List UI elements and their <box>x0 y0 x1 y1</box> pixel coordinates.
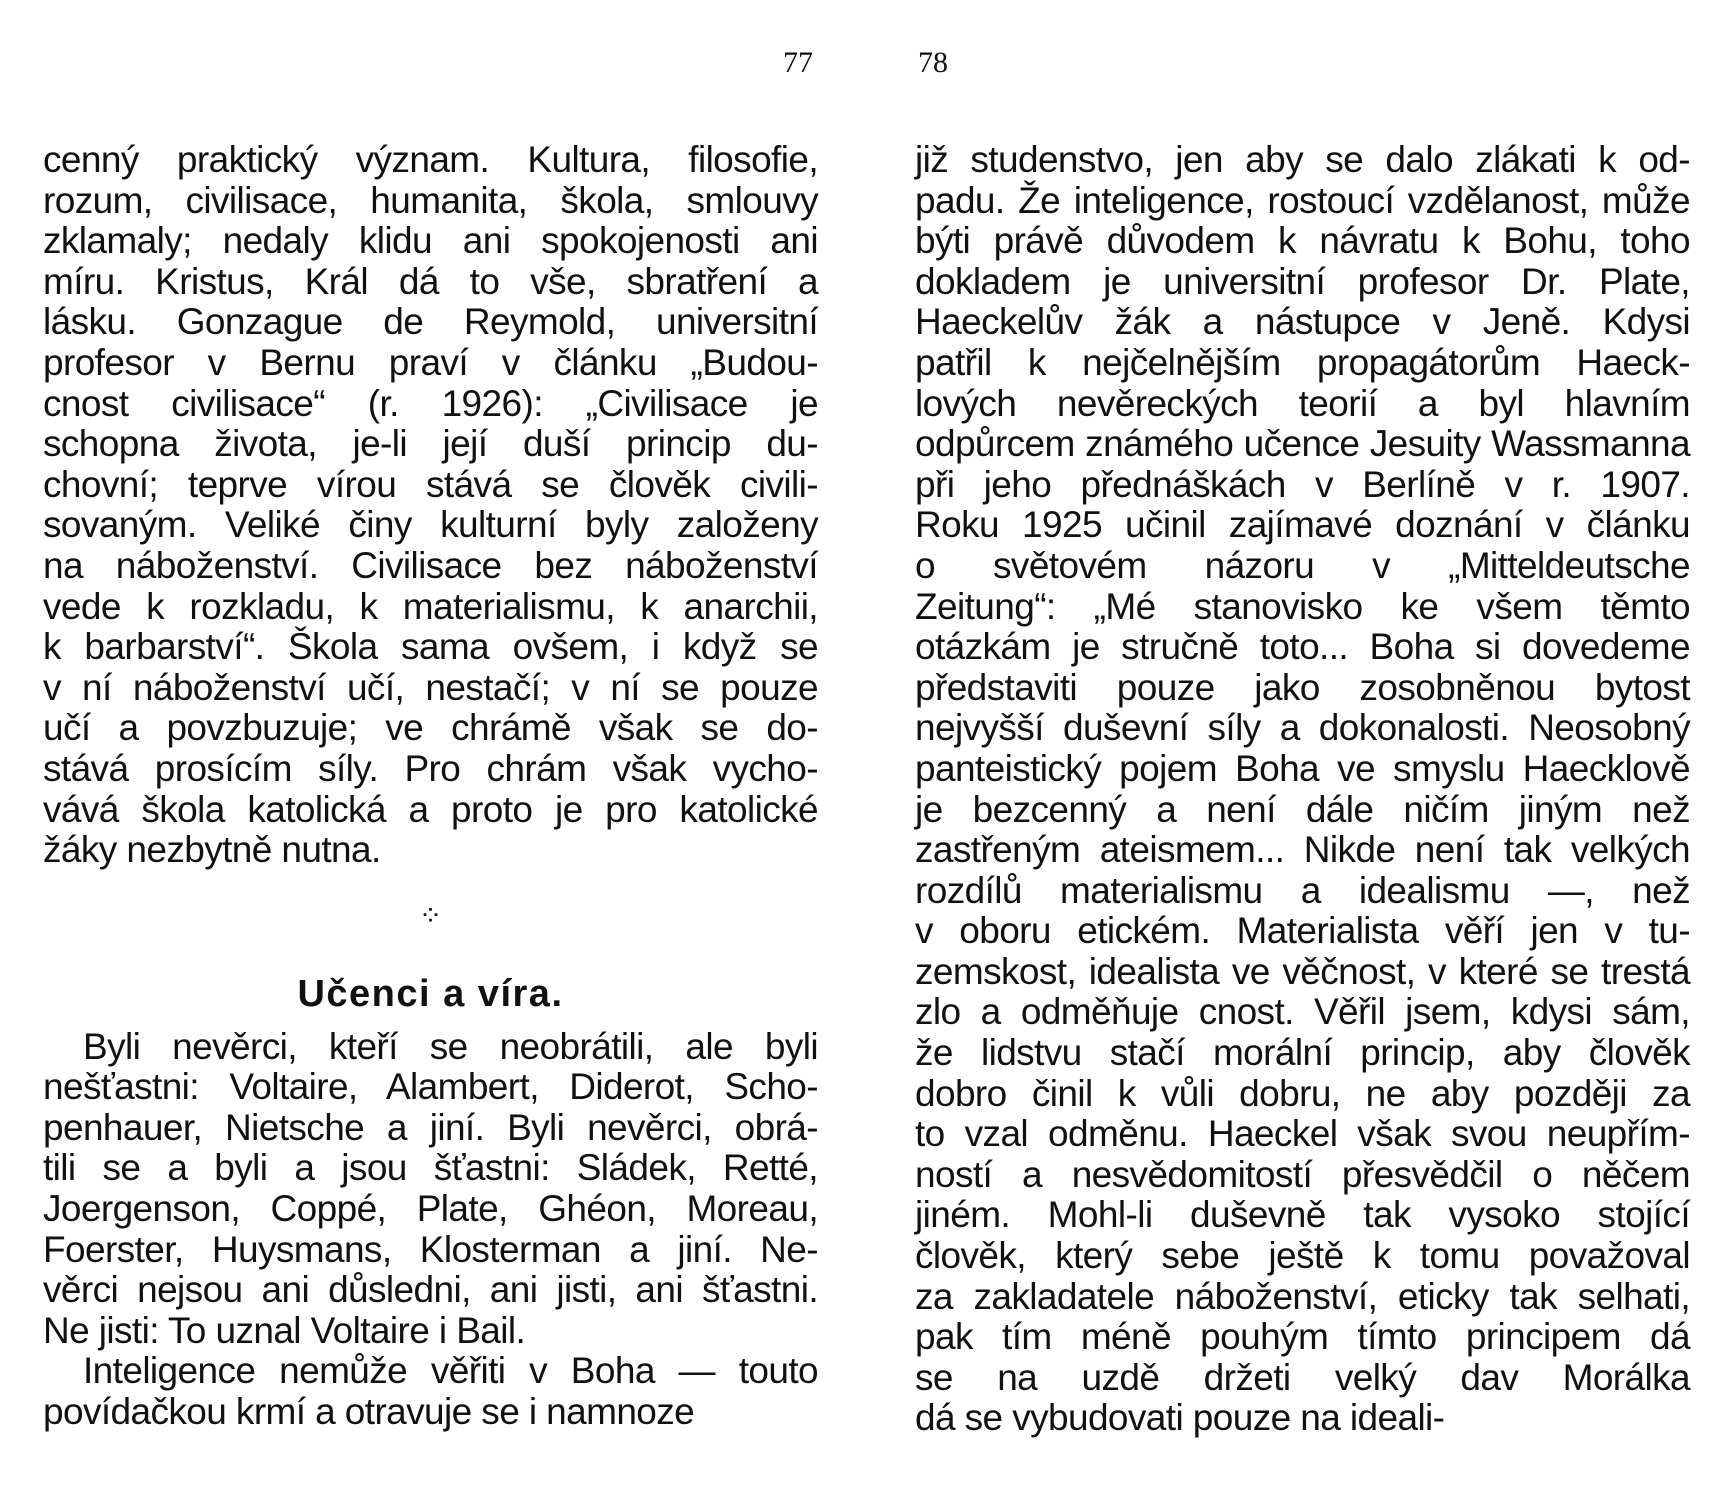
text-line: žáky nezbytně nutna. <box>43 829 381 871</box>
text-line: je bezcenný a není dále ničím jiným než <box>915 788 1690 830</box>
text-line: rozum, civilisace, humanita, škola, smlouvy <box>43 179 818 221</box>
text-line: věrci nejsou ani důsledni, ani jisti, ani šťastni. <box>43 1269 818 1311</box>
text-line: učí a povzbuzuje; ve chrámě však se do- <box>43 707 818 749</box>
text-line: lásku. Gonzague de Reymold, universitní <box>43 301 818 343</box>
text-line: Byli nevěrci, kteří se neobrátili, ale byli <box>83 1025 818 1067</box>
text-line: cenný praktický význam. Kultura, filosofie, <box>43 139 818 180</box>
text-line: lových nevěreckých teorií a byl hlavním <box>915 382 1690 424</box>
text-line: schopna života, je-li její duší princip du- <box>43 423 818 465</box>
text-line: tili se a byli a jsou šťastni: Sládek, Retté, <box>43 1147 818 1189</box>
text-line: Zeitung“: „Mé stanovisko ke všem těmto <box>915 585 1690 627</box>
left-paragraph-section <box>43 1027 818 1433</box>
text-line: zastřeným ateismem... Nikde není tak velkých <box>915 829 1690 871</box>
text-line: jiném. Mohl-li duševně tak vysoko stojící <box>915 1194 1690 1236</box>
text-line: profesor v Bernu praví v článku „Budou- <box>43 341 818 383</box>
text-line: při jeho přednáškách v Berlíně v r. 1907. <box>915 463 1690 505</box>
text-line: rozdílů materialismu a idealismu —, než <box>915 869 1690 911</box>
text-line: v ní náboženství učí, nestačí; v ní se pouze <box>43 666 818 708</box>
text-line: panteistický pojem Boha ve smyslu Haecklově <box>915 747 1690 789</box>
section-ornament: ⁘ <box>418 898 443 932</box>
text-line: nejvyšší duševní síly a dokonalosti. Neosobný <box>915 707 1690 749</box>
text-line: dokladem je universitní profesor Dr. Plate, <box>915 260 1690 302</box>
text-line: cnost civilisace“ (r. 1926): „Civilisace je <box>43 382 818 424</box>
text-line: patřil k nejčelnějším propagátorům Haeck- <box>915 341 1690 383</box>
text-line: představiti pouze jako zosobněnou bytost <box>915 666 1690 708</box>
text-line: vává škola katolická a proto je pro katolické <box>43 788 818 830</box>
text-line: ností a nesvědomitostí přesvědčil o něčem <box>915 1153 1690 1195</box>
text-line: Joergenson, Coppé, Plate, Ghéon, Moreau, <box>43 1188 818 1230</box>
text-line: Roku 1925 učinil zajímavé doznání v článku <box>915 504 1690 546</box>
text-line: již studenstvo, jen aby se dalo zlákati k od- <box>915 139 1690 180</box>
text-line: to vzal odměnu. Haeckel však svou neupřím- <box>915 1113 1690 1155</box>
text-line: stává prosícím síly. Pro chrám však vycho- <box>43 747 818 789</box>
right-page-column <box>915 140 1690 1439</box>
text-line: zemskost, idealista ve věčnost, v které se trestá <box>915 950 1690 992</box>
text-line: zklamaly; nedaly klidu ani spokojenosti ani <box>43 220 818 262</box>
text-line: chovní; teprve vírou stává se člověk civili- <box>43 463 818 505</box>
text-line: člověk, který sebe ještě k tomu považoval <box>915 1235 1690 1277</box>
text-line: dobro činil k vůli dobru, ne aby později za <box>915 1072 1690 1114</box>
text-line: otázkám je stručně toto... Boha si dovedeme <box>915 626 1690 668</box>
text-line: Ne jisti: To uznal Voltaire i Bail. <box>43 1309 526 1351</box>
text-line: se na uzdě držeti velký dav Morálka <box>915 1356 1690 1398</box>
text-line: Inteligence nemůže věřiti v Boha — touto <box>83 1350 818 1392</box>
text-line: na náboženství. Civilisace bez náboženství <box>43 544 818 586</box>
text-line: povídačkou krmí a otravuje se i namnoze <box>43 1391 695 1433</box>
section-heading: Učenci a víra. <box>297 972 564 1015</box>
text-line: býti právě důvodem k návratu k Bohu, toho <box>915 220 1690 262</box>
text-line: penhauer, Nietsche a jiní. Byli nevěrci, obrá- <box>43 1106 818 1148</box>
text-line: k barbarství“. Škola sama ovšem, i když se <box>43 626 818 668</box>
text-line: Haeckelův žák a nástupce v Jeně. Kdysi <box>915 301 1690 343</box>
text-line: vede k rozkladu, k materialismu, k anarchii, <box>43 585 818 627</box>
text-line: že lidstvu stačí morální princip, aby člověk <box>915 1032 1690 1074</box>
text-line: zlo a odměňuje cnost. Věřil jsem, kdysi sám, <box>915 991 1690 1033</box>
text-line: sovaným. Veliké činy kulturní byly založeny <box>43 504 818 546</box>
text-line: o světovém názoru v „Mitteldeutsche <box>915 544 1690 586</box>
left-page-column <box>43 140 818 1433</box>
text-line: v oboru etickém. Materialista věří jen v tu- <box>915 910 1690 952</box>
page-number-left: 77 <box>783 46 813 79</box>
text-line: nešťastni: Voltaire, Alambert, Diderot, Scho- <box>43 1066 818 1108</box>
page-number-right: 78 <box>918 46 948 79</box>
text-line: za zakladatele náboženství, eticky tak selhati, <box>915 1275 1690 1317</box>
text-line: míru. Kristus, Král dá to vše, sbratření a <box>43 260 818 302</box>
left-paragraph-intro <box>43 140 818 871</box>
right-paragraph <box>915 140 1690 1439</box>
text-line: pak tím méně pouhým tímto principem dá <box>915 1316 1690 1358</box>
text-line: odpůrcem známého učence Jesuity Wassmanna <box>915 423 1690 465</box>
text-line: dá se vybudovati pouze na ideali- <box>915 1397 1445 1439</box>
text-line: Foerster, Huysmans, Klosterman a jiní. Ne- <box>43 1228 818 1270</box>
text-line: padu. Že inteligence, rostoucí vzdělanost, může <box>915 179 1690 221</box>
